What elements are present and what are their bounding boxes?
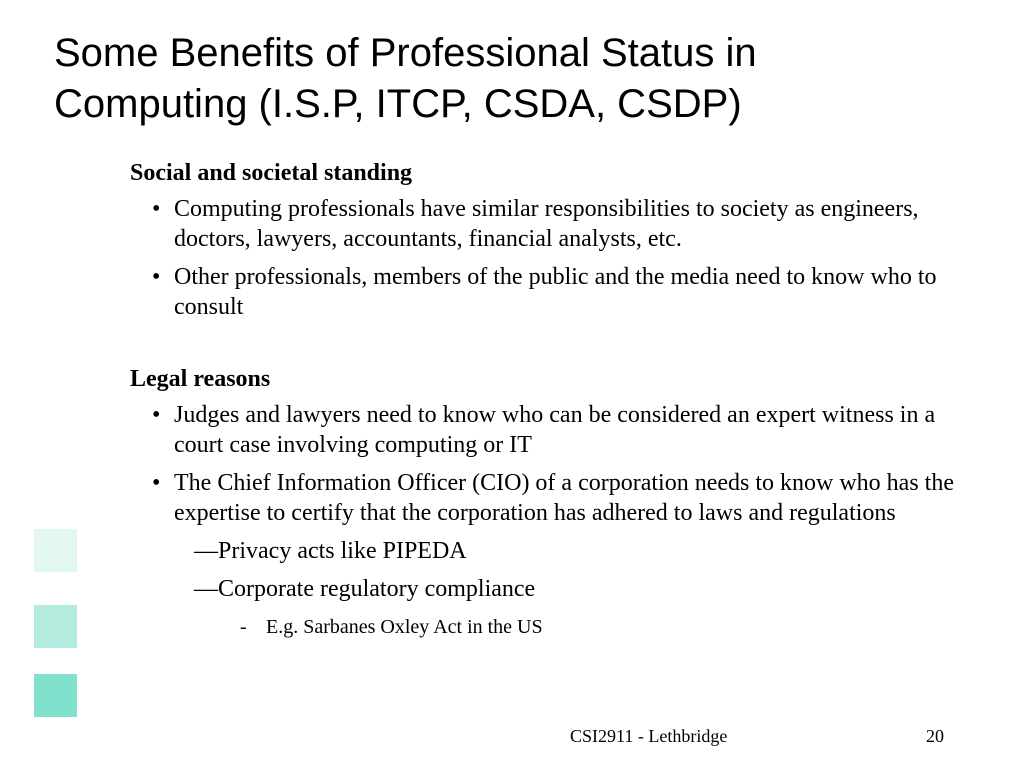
slide-title-line-1: Some Benefits of Professional Status in: [54, 31, 757, 75]
bullet-item: [130, 262, 980, 322]
slide-body: [130, 158, 980, 640]
bullet-marker: •: [152, 402, 161, 428]
sub-item-compliance: —Corporate regulatory compliance: [194, 576, 536, 602]
bullet-text: Other professionals, members of the public and the media need to know who to consult: [174, 264, 937, 320]
dash-marker: -: [240, 616, 247, 638]
bullet-marker: •: [152, 470, 161, 496]
page-number: 20: [926, 726, 944, 746]
slide-title-line-2: Computing (I.S.P, ITCP, CSDA, CSDP): [54, 82, 742, 126]
bullet-text: Judges and lawyers need to know who can be considered an expert witness in a court case involving computing or IT: [174, 402, 936, 458]
bullet-marker: •: [152, 264, 161, 290]
bullet-text: Computing professionals have similar responsibilities to society as engineers, doctors, lawyers, accountants, financial analysts, etc.: [174, 196, 919, 252]
bullet-item: [130, 194, 980, 254]
subsub-item-text: E.g. Sarbanes Oxley Act in the US: [266, 616, 543, 638]
decorative-square-dark: [34, 674, 77, 717]
bullet-text: The Chief Information Officer (CIO) of a corporation needs to know who has the expertise to certify that the corporation has adhered to laws and regulations: [174, 470, 954, 526]
section-heading-legal: Legal reasons: [130, 366, 271, 392]
decorative-square-light: [34, 529, 77, 572]
bullet-marker: •: [152, 196, 161, 222]
footer-course: CSI2911 - Lethbridge: [570, 726, 728, 746]
decorative-square-medium: [34, 605, 77, 648]
bullet-item: [130, 400, 980, 460]
bullet-item: [130, 468, 980, 528]
sub-item-privacy: —Privacy acts like PIPEDA: [194, 538, 467, 564]
section-heading-social: Social and societal standing: [130, 160, 413, 186]
legal-bullet-list: [130, 400, 980, 528]
subsub-item: [130, 614, 980, 640]
social-bullet-list: [130, 194, 980, 322]
slide-title: [54, 28, 994, 130]
